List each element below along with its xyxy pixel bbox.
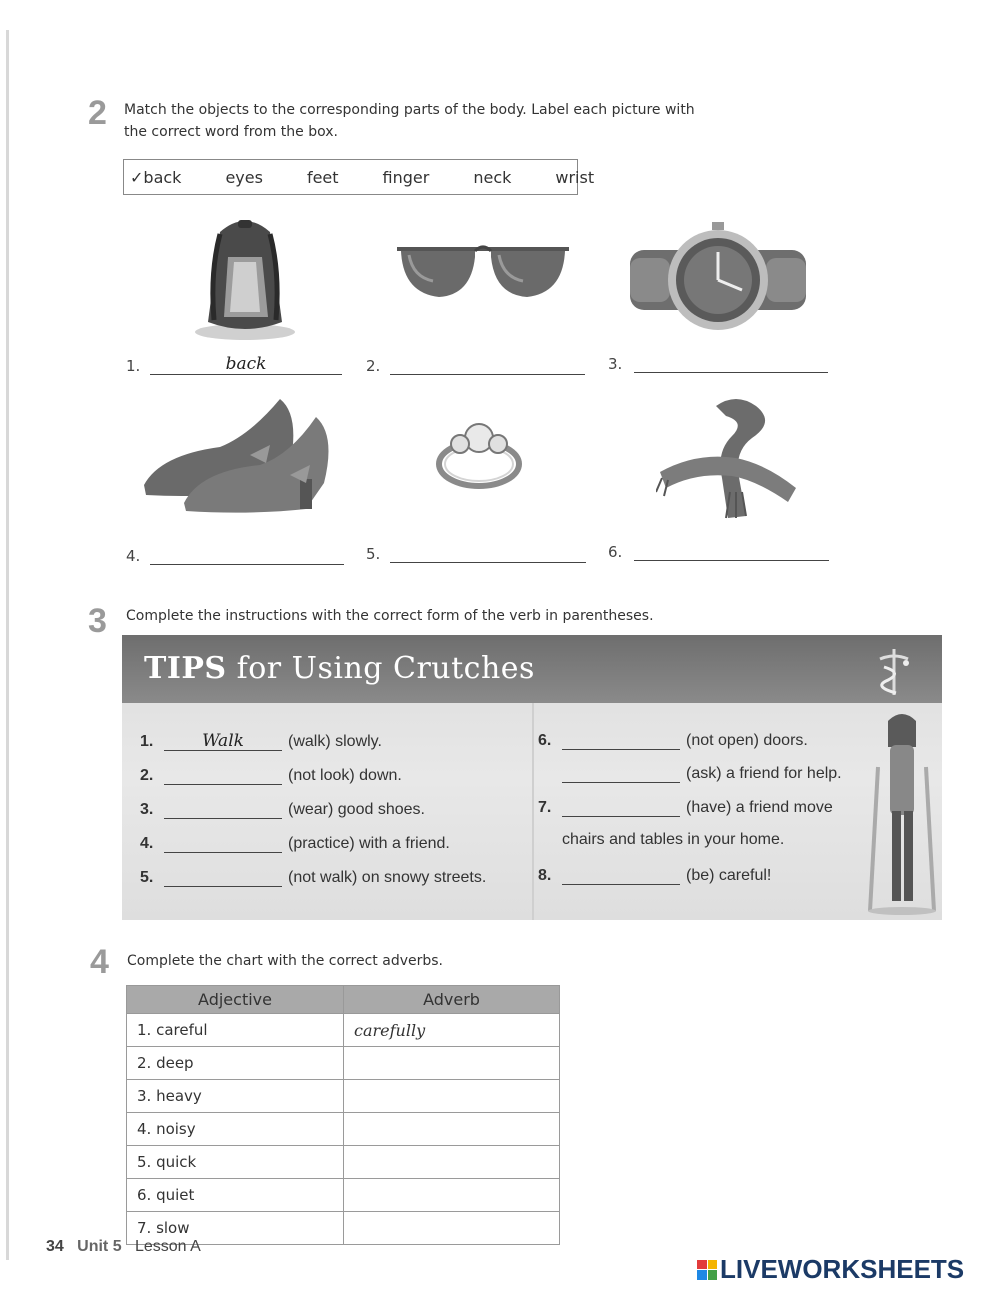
tip-7-continued [562,831,784,849]
exercise-4-instruction: Complete the chart with the correct adverbs. [127,953,443,969]
adjective-cell: 4. noisy [127,1113,344,1146]
tip-5-text: (not walk) on snowy streets. [288,869,487,886]
tip-1-text: (walk) slowly. [288,733,382,750]
tip-1-answer-field[interactable] [164,731,282,751]
tip-4-answer-field[interactable] [164,833,282,853]
tip-8-answer-field[interactable] [562,865,680,885]
tip-3 [140,799,425,819]
tip-6b [538,763,842,783]
adverb-cell[interactable] [344,1146,560,1179]
adverb-cell[interactable] [344,1080,560,1113]
tip-7 [538,797,833,817]
table-header-row [127,986,560,1014]
table-row [127,1047,560,1080]
word-feet: feet [306,167,339,187]
item-1-answer: back [225,354,267,374]
brand-name: LIVEWORKSHEETS [720,1254,965,1284]
item-3-answer-field[interactable] [634,352,828,373]
tip-4 [140,833,450,853]
exercise-3-number: 3 [88,602,107,640]
tip-7-number: 7. [538,799,552,816]
table-row [127,1179,560,1212]
item-2-label: 2. [366,357,381,375]
item-2-answer-field[interactable] [390,354,585,375]
tip-4-number: 4. [140,835,154,852]
shoes-icon [140,395,340,515]
tip-8-number: 8. [538,867,552,884]
tip-6-answer-field[interactable] [562,730,680,750]
caduceus-icon [866,643,922,699]
adverb-cell[interactable]: carefully [344,1014,560,1047]
tip-4-text: (practice) with a friend. [288,835,450,852]
word-wrist: wrist [555,167,595,187]
instruction-line-1: Match the objects to the corresponding parts of the body. Label each picture with [124,102,695,118]
tip-7-answer-field[interactable] [562,797,680,817]
tips-title-bold: TIPS [144,651,227,686]
adjective-cell: 6. quiet [127,1179,344,1212]
header-adverb: Adverb [344,986,560,1014]
tips-title [144,651,535,686]
tip-2-number: 2. [140,767,154,784]
tip-1-number: 1. [140,733,154,750]
tip-7-continued-text: chairs and tables in your home. [562,831,785,848]
tip-6 [538,730,808,750]
table-row [127,1113,560,1146]
lesson-label: Lesson A [134,1238,201,1255]
adverb-cell[interactable] [344,1113,560,1146]
tip-6-text: (not open) doors. [686,732,808,749]
item-6-answer-field[interactable] [634,540,829,561]
table-row [127,1080,560,1113]
tip-7-text: (have) a friend move [686,799,833,816]
tip-1-answer: Walk [202,731,244,751]
tip-2 [140,765,402,785]
adjective-cell: 5. quick [127,1146,344,1179]
adjective-cell: 1. careful [127,1014,344,1047]
item-1-label: 1. [126,357,141,375]
table-row [127,1014,560,1047]
exercise-4-number: 4 [90,943,109,981]
page-edge [6,30,9,1260]
tip-1 [140,731,382,751]
adjective-cell: 3. heavy [127,1080,344,1113]
adverb-chart [126,985,560,1245]
adjective-cell: 2. deep [127,1047,344,1080]
person-with-crutches-icon [862,707,942,917]
tip-5-number: 5. [140,869,154,886]
tip-8-text: (be) careful! [686,867,772,884]
page-number: 34 [46,1238,64,1255]
tip-6-number: 6. [538,732,552,749]
tip-6b-text: (ask) a friend for help. [686,765,842,782]
tip-2-answer-field[interactable] [164,765,282,785]
scarf-icon [656,392,806,522]
word-eyes: eyes [225,167,263,187]
adverb-table [126,985,560,1245]
exercise-2-number: 2 [88,94,107,132]
item-1-answer-field[interactable] [150,354,342,375]
tip-3-text: (wear) good shoes. [288,801,425,818]
page-footer [46,1238,201,1256]
exercise-3-instruction: Complete the instructions with the correct form of the verb in parentheses. [126,608,654,624]
adverb-cell[interactable] [344,1179,560,1212]
word-neck: neck [473,167,512,187]
item-3-label: 3. [608,355,623,373]
tips-title-rest: for Using Crutches [226,651,535,686]
liveworksheets-logo-icon [697,1260,717,1280]
instruction-line-2: the correct word from the box. [124,124,338,140]
unit-label: Unit 5 [77,1238,122,1255]
tip-3-number: 3. [140,801,154,818]
tips-divider [532,703,534,920]
sunglasses-icon [393,237,573,307]
adverb-cell[interactable] [344,1212,560,1245]
tip-5 [140,867,486,887]
tips-header [122,635,942,703]
exercise-2-instruction [124,99,764,143]
word-finger: finger [382,167,430,187]
word-back: ✓back [130,167,182,187]
ring-icon [434,412,524,492]
item-5-label: 5. [366,545,381,563]
adverb-cell[interactable] [344,1047,560,1080]
table-row [127,1146,560,1179]
adjective-cell: 7. slow [127,1212,344,1245]
tip-2-text: (not look) down. [288,767,402,784]
item-4-answer-field[interactable] [150,544,344,565]
header-adjective: Adjective [127,986,344,1014]
item-4-label: 4. [126,547,141,565]
tip-8 [538,865,771,885]
brand [697,1254,964,1285]
tip-6b-answer-field[interactable] [562,763,680,783]
wristwatch-icon [628,218,808,338]
tip-5-answer-field[interactable] [164,867,282,887]
tip-3-answer-field[interactable] [164,799,282,819]
backpack-icon [190,212,300,342]
item-6-label: 6. [608,543,623,561]
item-5-answer-field[interactable] [390,542,586,563]
word-box [123,159,595,195]
